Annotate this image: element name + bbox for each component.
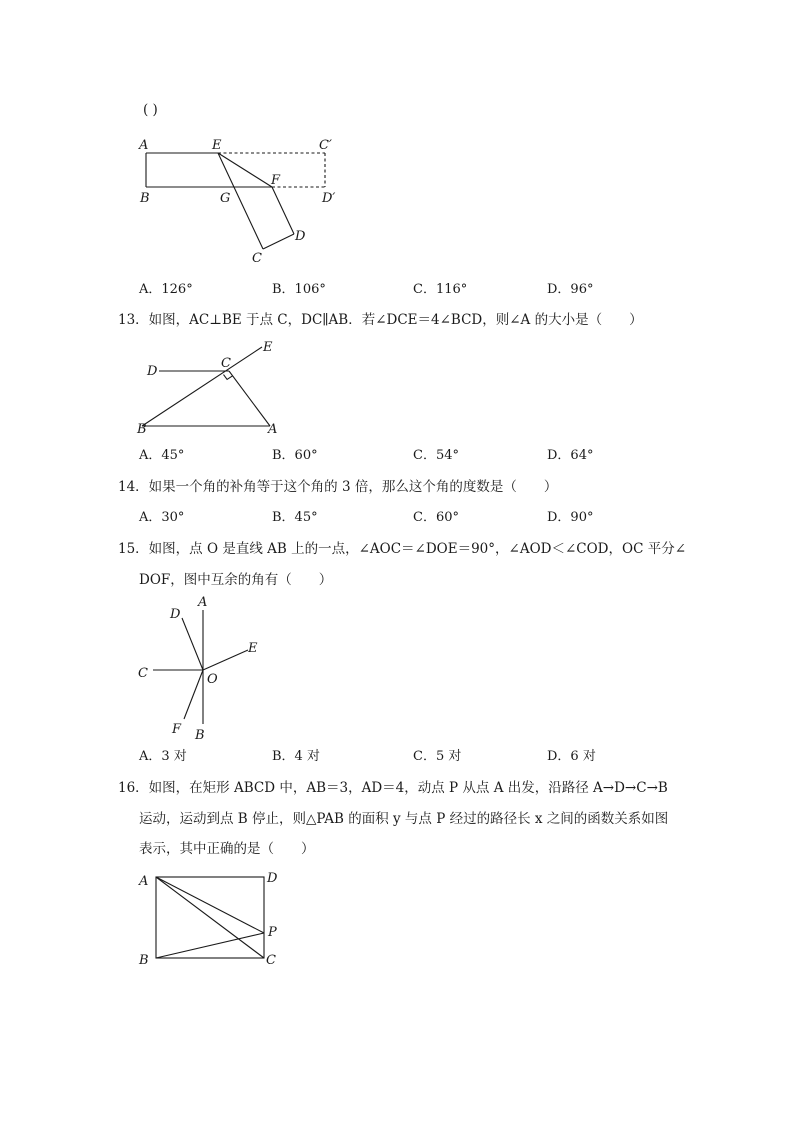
- q16-label-D: D: [267, 871, 278, 886]
- q13-line-BE: [142, 347, 262, 426]
- q12-option-c[interactable]: C．116°: [413, 282, 468, 297]
- q14-stem: 14．如果一个角的补角等于这个角的 3 倍，那么这个角的度数是（ ）: [118, 479, 558, 495]
- q12-figure: [130, 132, 360, 267]
- q13-right-angle-marker: [224, 375, 233, 380]
- q15-label-D: D: [170, 607, 181, 622]
- q16-figure: [130, 866, 290, 971]
- q13-option-d[interactable]: D．64°: [547, 448, 594, 463]
- q16-label-A: A: [139, 874, 149, 889]
- q12-label-C-prime: C′: [319, 138, 332, 153]
- q12-label-C: C: [252, 251, 262, 266]
- q14-option-a[interactable]: A．30°: [139, 510, 185, 525]
- q12-option-d[interactable]: D．96°: [547, 282, 594, 297]
- q15-label-B: B: [195, 728, 205, 743]
- q13-option-b[interactable]: B．60°: [272, 448, 318, 463]
- q15-line-OD: [182, 618, 203, 670]
- q16-stem-line2: 运动，运动到点 B 停止，则△PAB 的面积 y 与点 P 经过的路径长 x 之间的函数关系如图: [139, 811, 669, 827]
- q15-label-O: O: [207, 672, 218, 687]
- q13-figure: [130, 337, 300, 437]
- q16-stem-line3: 表示，其中正确的是（ ）: [139, 841, 315, 857]
- q13-label-E: E: [263, 340, 273, 355]
- q15-option-b[interactable]: B．4 对: [272, 749, 320, 764]
- q15-figure: [130, 592, 280, 747]
- q16-label-C: C: [266, 953, 276, 968]
- q15-stem-line1: 15．如图，点 O 是直线 AB 上的一点，∠AOC＝∠DOE＝90°，∠AOD＜∠COD，OC 平分∠: [118, 541, 687, 557]
- q13-line-CA: [229, 371, 270, 426]
- q14-option-b[interactable]: B．45°: [272, 510, 318, 525]
- q13-option-a[interactable]: A．45°: [139, 448, 185, 463]
- q12-label-A: A: [139, 138, 149, 153]
- q15-line-OF: [184, 670, 203, 719]
- q12-answer-paren: ( ): [143, 102, 158, 118]
- q16-line-AP: [156, 877, 264, 933]
- q13-label-B: B: [137, 422, 147, 437]
- q12-label-E: E: [212, 138, 222, 153]
- q15-option-c[interactable]: C．5 对: [413, 749, 462, 764]
- q12-label-F: F: [271, 173, 281, 188]
- q13-label-A: A: [268, 422, 278, 437]
- q15-label-A: A: [198, 595, 208, 610]
- q13-stem: 13．如图，AC⊥BE 于点 C，DC∥AB．若∠DCE＝4∠BCD，则∠A 的大小是（ ）: [118, 312, 643, 328]
- q14-option-c[interactable]: C．60°: [413, 510, 459, 525]
- q12-label-D: D: [295, 229, 306, 244]
- q12-option-a[interactable]: A．126°: [139, 282, 193, 297]
- q16-stem-line1: 16．如图，在矩形 ABCD 中，AB＝3，AD＝4，动点 P 从点 A 出发，沿路径 A→D→C→B: [118, 780, 668, 796]
- q13-label-C: C: [221, 356, 231, 371]
- q12-line-DC: [263, 234, 294, 249]
- q12-line-FD: [272, 187, 294, 234]
- q12-option-b[interactable]: B．106°: [272, 282, 326, 297]
- q12-label-B: B: [140, 191, 150, 206]
- q14-option-d[interactable]: D．90°: [547, 510, 594, 525]
- q15-option-a[interactable]: A．3 对: [139, 749, 187, 764]
- q16-label-P: P: [268, 925, 277, 940]
- q13-label-D: D: [147, 364, 158, 379]
- q15-label-E: E: [248, 641, 258, 656]
- q13-option-c[interactable]: C．54°: [413, 448, 459, 463]
- q15-stem-line2: DOF，图中互余的角有（ ）: [139, 572, 333, 588]
- q12-label-D-prime: D′: [322, 191, 336, 206]
- q15-line-OE: [203, 650, 248, 670]
- q15-label-C: C: [138, 666, 148, 681]
- q15-label-F: F: [172, 722, 182, 737]
- q16-label-B: B: [139, 953, 149, 968]
- q15-option-d[interactable]: D．6 对: [547, 749, 596, 764]
- q12-label-G: G: [220, 191, 231, 206]
